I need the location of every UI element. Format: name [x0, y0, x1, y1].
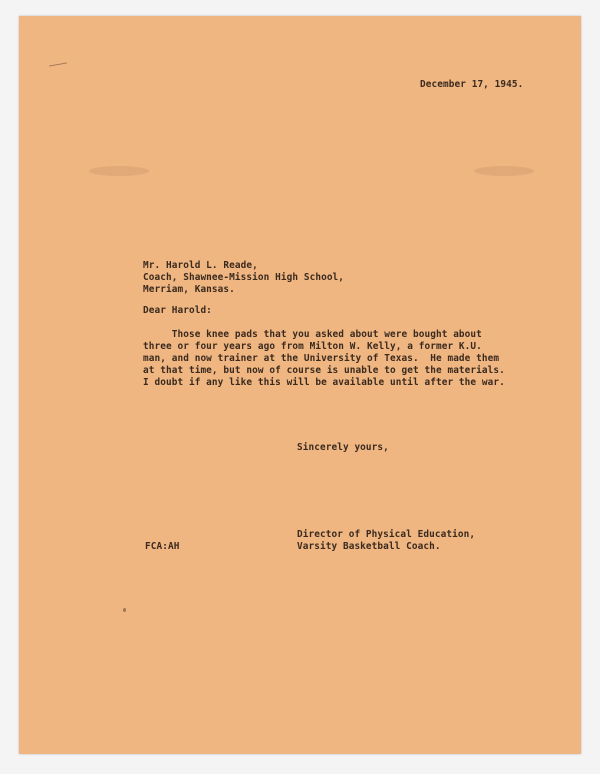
salutation: Dear Harold: — [143, 305, 212, 316]
complimentary-closing: Sincerely yours, — [297, 442, 389, 453]
recipient-line: Coach, Shawnee-Mission High School, — [143, 272, 345, 283]
body-line: three or four years ago from Milton W. Kelly, a former K.U. — [143, 341, 482, 352]
body-line: Those knee pads that you asked about were bought about — [143, 329, 482, 340]
pencil-mark — [49, 62, 67, 66]
paper-smudge — [89, 166, 149, 176]
recipient-line: Mr. Harold L. Reade, — [143, 260, 258, 271]
ink-speck — [123, 608, 126, 612]
body-line: man, and now trainer at the University of Texas. He made them — [143, 353, 500, 364]
recipient-address — [143, 260, 344, 296]
recipient-line: Merriam, Kansas. — [143, 284, 235, 295]
reference-initials: FCA:AH — [145, 541, 180, 552]
signature-block — [297, 529, 475, 553]
body-line: at that time, but now of course is unable to get the materials. — [143, 365, 505, 376]
paper-smudge — [474, 166, 534, 176]
letter-page — [19, 16, 581, 754]
letter-body — [143, 329, 505, 389]
signature-line: Director of Physical Education, — [297, 529, 476, 540]
signature-line: Varsity Basketball Coach. — [297, 541, 441, 552]
letter-date: December 17, 1945. — [420, 79, 524, 90]
body-line: I doubt if any like this will be available until after the war. — [143, 377, 505, 388]
